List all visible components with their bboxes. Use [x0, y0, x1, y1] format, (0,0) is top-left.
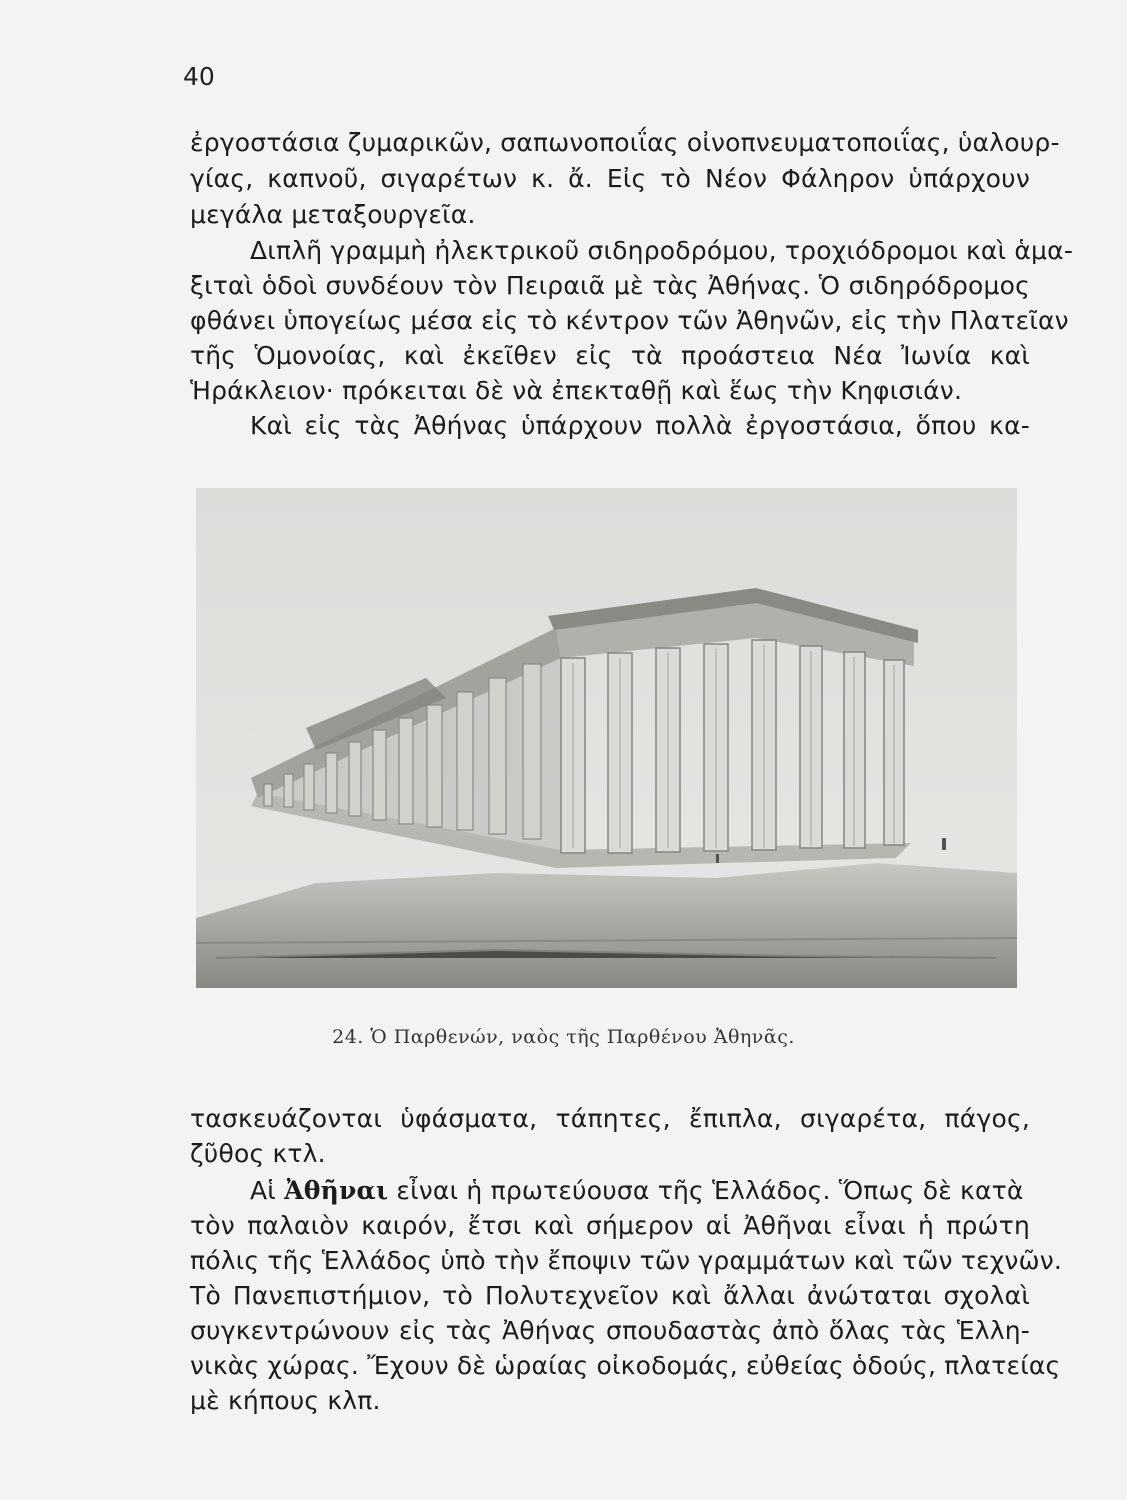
text-line: μὲ κήπους κλπ. — [190, 1386, 381, 1415]
text-line: τασκευάζονται ὑφάσματα, τάπητες, ἔπιπλα, σιγαρέτα, πάγος, — [190, 1104, 1030, 1133]
bold-term: Ἀθῆναι — [284, 1176, 389, 1205]
text-line: Τὸ Πανεπιστήμιον, τὸ Πολυτεχνεῖον καὶ ἄλλαι ἀνώταται σχολαὶ — [190, 1281, 1030, 1310]
text-span: εἶναι ἡ πρωτεύουσα τῆς Ἑλλάδος. Ὅπως δὲ κατὰ — [388, 1176, 1024, 1205]
text-line: γίας, καπνοῦ, σιγαρέτων κ. ἄ. Εἰς τὸ Νέον Φάληρον ὑπάρχουν — [190, 164, 1030, 193]
text-line: Διπλῆ γραμμὴ ἠλεκτρικοῦ σιδηροδρόμου, τροχιόδρομοι καὶ ἁμα- — [250, 236, 1074, 265]
text-line: Ἡράκλειον· πρόκειται δὲ νὰ ἐπεκταθῇ καὶ ἕως τὴν Κηφισιάν. — [190, 376, 963, 405]
text-line: συγκεντρώνουν εἰς τὰς Ἀθήνας σπουδαστὰς ἀπὸ ὅλας τὰς Ἑλλη- — [190, 1316, 1030, 1345]
text-line: ἐργοστάσια ζυμαρικῶν, σαπωνοποιΐας οἰνοπνευματοποιΐας, ὑαλουρ- — [190, 128, 1060, 157]
figure-caption: 24. Ὁ Παρθενών, ναὸς τῆς Παρθένου Ἀθηνᾶς. — [332, 1026, 795, 1048]
text-line — [250, 1174, 1030, 1207]
text-line: νικὰς χώρας. Ἔχουν δὲ ὡραίας οἰκοδομάς, εὐθείας ὁδούς, πλατείας — [190, 1351, 1061, 1380]
text-span: Αἱ — [250, 1176, 285, 1205]
text-span — [250, 1174, 1024, 1207]
text-line: Καὶ εἰς τὰς Ἀθήνας ὑπάρχουν πολλὰ ἐργοστάσια, ὅπου κα- — [250, 411, 1030, 440]
text-line: τῆς Ὁμονοίας, καὶ ἐκεῖθεν εἰς τὰ προάστεια Νέα Ἰωνία καὶ — [190, 341, 1030, 370]
text-line: τὸν παλαιὸν καιρόν, ἔτσι καὶ σήμερον αἱ Ἀθῆναι εἶναι ἡ πρώτη — [190, 1211, 1030, 1240]
text-line: φθάνει ὑπογείως μέσα εἰς τὸ κέντρον τῶν Ἀθηνῶν, εἰς τὴν Πλατεῖαν — [190, 306, 1069, 335]
parthenon-photo — [196, 488, 1017, 988]
text-line: πόλις τῆς Ἑλλάδος ὑπὸ τὴν ἔποψιν τῶν γραμμάτων καὶ τῶν τεχνῶν. — [190, 1246, 1063, 1275]
text-line: ξιταὶ ὁδοὶ συνδέουν τὸν Πειραιᾶ μὲ τὰς Ἀθήνας. Ὁ σιδηρόδρομος — [190, 271, 1030, 300]
text-line: ζῦθος κτλ. — [190, 1139, 326, 1168]
page-number: 40 — [183, 62, 215, 91]
text-line: μεγάλα μεταξουργεῖα. — [190, 200, 476, 229]
